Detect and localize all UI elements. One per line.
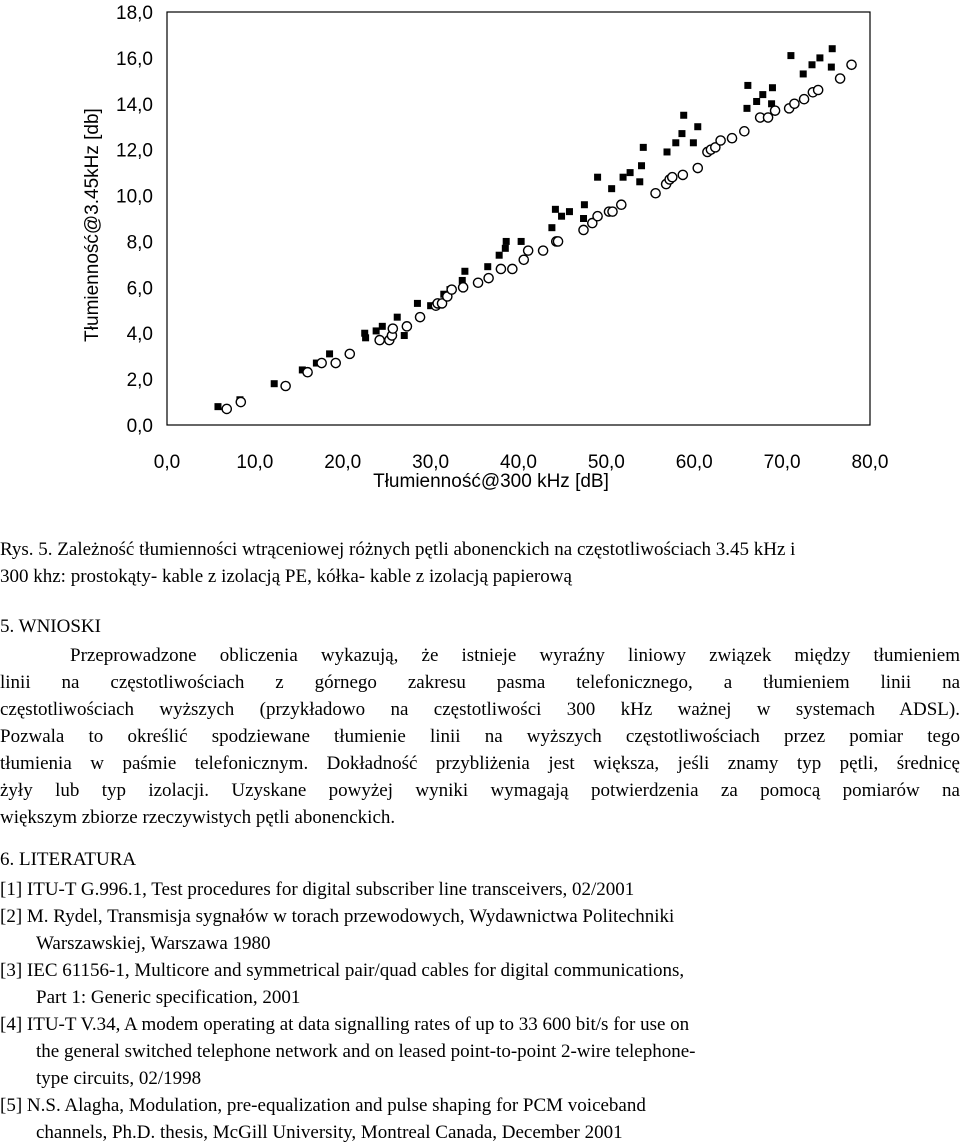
x-tick-label: 70,0 xyxy=(763,452,801,473)
y-tick-label: 8,0 xyxy=(126,232,153,254)
section-heading-literature: 6. LITERATURA xyxy=(0,849,137,870)
data-point-circle xyxy=(508,264,517,273)
data-point-square xyxy=(461,268,468,275)
x-tick-label: 30,0 xyxy=(412,452,450,473)
data-point-square xyxy=(594,174,601,181)
data-point-square xyxy=(379,323,386,330)
data-point-square xyxy=(502,245,509,252)
data-point-circle xyxy=(519,255,528,264)
data-point-circle xyxy=(668,173,677,182)
data-point-square xyxy=(581,201,588,208)
data-point-circle xyxy=(608,207,617,216)
paragraph-line: tłumienia w paśmie telefonicznym. Dokładność przybliżenia jest większa, jeśli znamy typ pętli, średnicę xyxy=(0,753,960,774)
data-point-circle xyxy=(317,358,326,367)
y-axis-label: Tłumienność@3.45kHz [db] xyxy=(82,108,103,342)
data-point-square xyxy=(566,208,573,215)
reference-item: [3] IEC 61156-1, Multicore and symmetrical pair/quad cables for digital communications, xyxy=(0,960,685,981)
data-point-circle xyxy=(847,60,856,69)
y-axis-tick-labels xyxy=(116,3,153,437)
data-point-square xyxy=(552,206,559,213)
data-point-square xyxy=(373,327,380,334)
x-axis-tick-labels xyxy=(154,452,889,473)
data-point-square xyxy=(362,334,369,341)
y-tick-label: 10,0 xyxy=(116,186,153,208)
data-point-circle xyxy=(484,274,493,283)
y-tick-label: 6,0 xyxy=(126,278,153,300)
data-point-square xyxy=(271,380,278,387)
figure-caption xyxy=(0,536,960,590)
reference-item: [4] ITU-T V.34, A modem operating at data signalling rates of up to 33 600 bit/s for use on xyxy=(0,1014,690,1035)
data-point-circle xyxy=(496,264,505,273)
data-point-square xyxy=(743,105,750,112)
data-points xyxy=(214,45,856,413)
data-point-circle xyxy=(593,212,602,221)
data-point-circle xyxy=(222,404,231,413)
data-point-square xyxy=(640,144,647,151)
data-point-square xyxy=(680,112,687,119)
data-point-square xyxy=(503,238,510,245)
data-point-circle xyxy=(473,278,482,287)
x-tick-label: 60,0 xyxy=(675,452,713,473)
data-point-circle xyxy=(678,170,687,179)
data-point-square xyxy=(809,61,816,68)
paragraph-line: większym zbiorze rzeczywistych pętli abonenckich. xyxy=(0,807,396,828)
data-point-circle xyxy=(388,324,397,333)
data-point-square xyxy=(496,252,503,259)
data-point-circle xyxy=(814,85,823,94)
data-point-circle xyxy=(459,283,468,292)
data-point-circle xyxy=(345,349,354,358)
data-point-square xyxy=(829,45,836,52)
x-tick-label: 0,0 xyxy=(153,452,181,473)
data-point-square xyxy=(672,139,679,146)
data-point-circle xyxy=(836,74,845,83)
data-point-square xyxy=(414,300,421,307)
data-point-circle xyxy=(402,322,411,331)
data-point-circle xyxy=(539,246,548,255)
data-point-square xyxy=(753,98,760,105)
data-point-circle xyxy=(617,200,626,209)
data-point-square xyxy=(690,139,697,146)
y-tick-label: 2,0 xyxy=(126,370,153,392)
data-point-circle xyxy=(579,225,588,234)
data-point-square xyxy=(678,130,685,137)
data-point-square xyxy=(664,148,671,155)
data-point-circle xyxy=(651,189,660,198)
data-point-circle xyxy=(790,99,799,108)
data-point-square xyxy=(744,82,751,89)
data-point-square xyxy=(214,403,221,410)
data-point-square xyxy=(401,332,408,339)
data-point-circle xyxy=(375,336,384,345)
data-point-circle xyxy=(415,313,424,322)
reference-item-continuation: channels, Ph.D. thesis, McGill University, Montreal Canada, December 2001 xyxy=(36,1122,623,1143)
x-tick-label: 10,0 xyxy=(236,452,274,473)
data-point-circle xyxy=(331,358,340,367)
data-point-square xyxy=(394,314,401,321)
paragraph-line: Przeprowadzone obliczenia wykazują, że istnieje wyraźny liniowy związek między tłumieniem xyxy=(70,645,960,666)
reference-list xyxy=(0,876,960,1146)
data-point-square xyxy=(484,263,491,270)
data-point-circle xyxy=(799,95,808,104)
paragraph-line: linii na częstotliwościach z górnego zakresu pasma telefonicznego, a tłumieniem linii na xyxy=(0,672,960,693)
data-point-square xyxy=(636,178,643,185)
data-point-circle xyxy=(303,368,312,377)
data-point-square xyxy=(548,224,555,231)
reference-item-continuation: Warszawskiej, Warszawa 1980 xyxy=(36,933,271,954)
data-point-square xyxy=(769,84,776,91)
data-point-square xyxy=(558,213,565,220)
data-point-square xyxy=(800,70,807,77)
caption-line: 300 khz: prostokąty- kable z izolacją PE, kółka- kable z izolacją papierową xyxy=(0,566,572,587)
data-point-circle xyxy=(447,285,456,294)
data-point-circle xyxy=(716,136,725,145)
y-tick-label: 18,0 xyxy=(116,3,153,24)
x-tick-label: 80,0 xyxy=(851,452,889,473)
reference-item: [2] M. Rydel, Transmisja sygnałów w torach przewodowych, Wydawnictwa Politechniki xyxy=(0,906,675,927)
data-point-square xyxy=(608,185,615,192)
data-point-square xyxy=(620,174,627,181)
data-point-square xyxy=(694,123,701,130)
data-point-square xyxy=(759,91,766,98)
data-point-square xyxy=(627,169,634,176)
data-point-circle xyxy=(727,134,736,143)
y-tick-label: 4,0 xyxy=(126,324,153,346)
data-point-square xyxy=(816,54,823,61)
data-point-circle xyxy=(281,381,290,390)
reference-item: [5] N.S. Alagha, Modulation, pre-equalization and pulse shaping for PCM voiceband xyxy=(0,1095,646,1116)
paragraph-line: żyły lub typ izolacji. Uzyskane powyżej wyniki wymagają potwierdzenia za pomocą pomiarów na xyxy=(0,780,960,801)
data-point-circle xyxy=(236,397,245,406)
data-point-square xyxy=(787,52,794,59)
x-tick-label: 50,0 xyxy=(587,452,625,473)
paragraph-line: Pozwala to określić spodziewane tłumienie linii na wyższych częstotliwościach przez pomiar tego xyxy=(0,726,960,747)
y-tick-label: 12,0 xyxy=(116,140,153,162)
y-tick-label: 16,0 xyxy=(116,48,153,70)
reference-item: [1] ITU-T G.996.1, Test procedures for digital subscriber line transceivers, 02/2001 xyxy=(0,879,635,900)
scatter-chart xyxy=(0,0,960,500)
section-heading-conclusions: 5. WNIOSKI xyxy=(0,616,101,637)
x-axis-label: Tłumienność@300 kHz [dB] xyxy=(373,471,609,492)
conclusions-paragraph xyxy=(0,642,960,831)
data-point-circle xyxy=(740,127,749,136)
plot-frame xyxy=(167,12,870,425)
plot-area xyxy=(167,12,870,425)
data-point-square xyxy=(828,64,835,71)
x-tick-label: 40,0 xyxy=(500,452,537,473)
paragraph-line: częstotliwościach wyższych (przykładowo na częstotliwości 300 kHz ważnej w systemach ADSL). xyxy=(0,699,960,720)
data-point-circle xyxy=(770,106,779,115)
reference-item-continuation: the general switched telephone network and on leased point-to-point 2-wire telephone- xyxy=(36,1041,696,1062)
data-point-circle xyxy=(553,237,562,246)
data-point-square xyxy=(326,350,333,357)
data-point-square xyxy=(638,162,645,169)
y-tick-label: 0,0 xyxy=(126,416,153,437)
data-point-square xyxy=(580,215,587,222)
reference-item-continuation: type circuits, 02/1998 xyxy=(36,1068,202,1089)
data-point-circle xyxy=(693,163,702,172)
data-point-circle xyxy=(524,246,533,255)
x-tick-label: 20,0 xyxy=(324,452,362,473)
data-point-square xyxy=(518,238,525,245)
caption-line: Rys. 5. Zależność tłumienności wtrąceniowej różnych pętli abonenckich na częstotliwościach 3.45 kHz i xyxy=(0,539,796,560)
reference-item-continuation: Part 1: Generic specification, 2001 xyxy=(36,987,301,1008)
y-tick-label: 14,0 xyxy=(116,94,153,116)
